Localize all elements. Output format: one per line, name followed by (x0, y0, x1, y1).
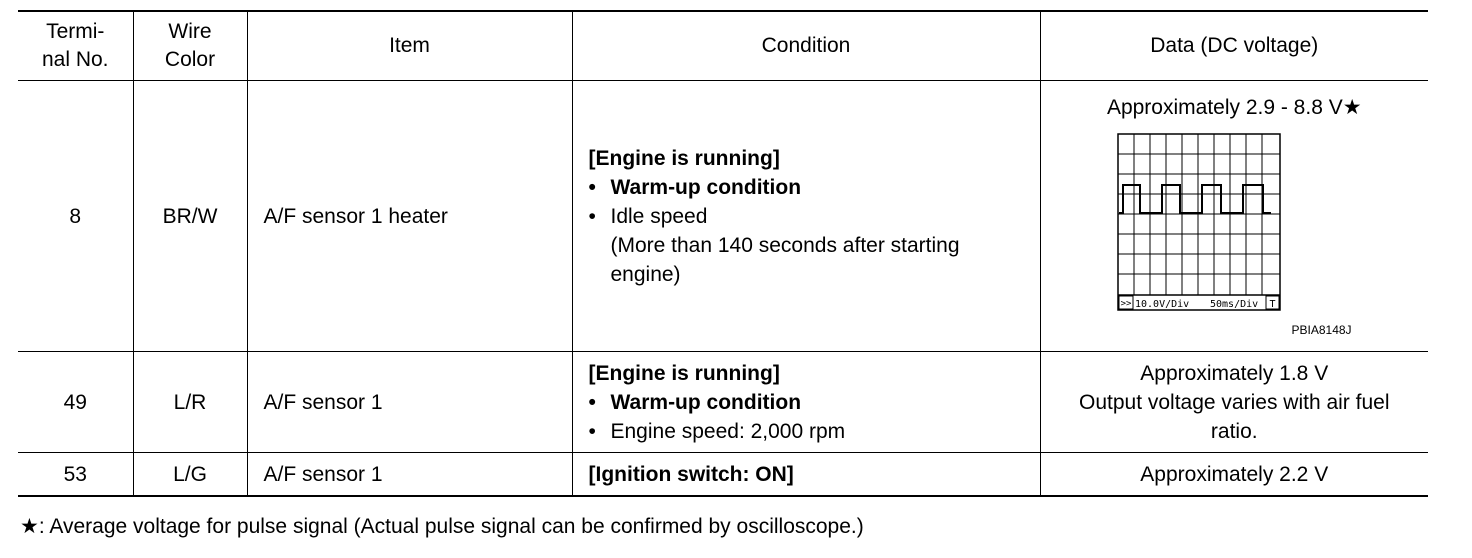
table-row (18, 453, 1428, 497)
header-wire-line1: Wire (168, 20, 212, 43)
bullet-glyph: • (588, 419, 596, 443)
wire-color-cell: L/R (133, 352, 247, 453)
wire-color-cell: BR/W (133, 81, 247, 352)
condition-header: [Ignition switch: ON] (588, 462, 794, 486)
wire-color-cell: L/G (133, 453, 247, 497)
header-data: Data (DC voltage) (1040, 11, 1428, 81)
scope-frame (1118, 134, 1280, 310)
item-cell: A/F sensor 1 (247, 352, 572, 453)
header-row (18, 11, 1428, 81)
condition-header: [Engine is running] (588, 146, 780, 170)
bullet-text: Warm-up condition (610, 390, 802, 414)
scope-time-div: 50ms/Div (1209, 299, 1258, 310)
condition-cell (572, 81, 1040, 352)
data-cell: Approximately 2.2 V (1040, 453, 1428, 497)
data-cell-waveform (1040, 81, 1428, 352)
note-line: engine) (610, 262, 681, 286)
item-cell: A/F sensor 1 (247, 453, 572, 497)
condition-cell (572, 453, 1040, 497)
terminal-cell: 8 (69, 204, 82, 228)
scope-volt-div: 10.0V/Div (1134, 299, 1189, 310)
data-cell (1040, 352, 1428, 453)
note-line: (More than 140 seconds after starting (610, 233, 960, 257)
terminal-cell: 49 (63, 390, 87, 414)
data-line: Output voltage varies with air fuel (1079, 390, 1390, 414)
header-item: Item (247, 11, 572, 81)
header-terminal-line2: nal No. (41, 48, 109, 71)
condition-header: [Engine is running] (588, 361, 780, 385)
header-condition: Condition (572, 11, 1040, 81)
terminal-cell: 53 (63, 462, 87, 486)
data-value (1041, 93, 1429, 122)
bullet-glyph: • (588, 175, 596, 199)
bullet-text: Idle speed (610, 204, 708, 228)
bullet-glyph: • (588, 204, 596, 228)
item-cell: A/F sensor 1 heater (247, 81, 572, 352)
bullet-glyph: • (588, 390, 596, 414)
bullet-text: Engine speed: 2,000 rpm (610, 419, 846, 443)
header-wire-line2: Color (164, 48, 216, 71)
header-terminal (18, 11, 133, 81)
data-text: Approximately 2.9 - 8.8 V (1106, 96, 1343, 119)
condition-bullet (589, 388, 1030, 417)
footnote (20, 513, 864, 541)
terminal-spec-table (18, 10, 1428, 497)
condition-bullet (589, 173, 1030, 202)
condition-cell (572, 352, 1040, 453)
star-icon: ★ (1342, 96, 1362, 119)
scope-trigger: T (1268, 299, 1276, 310)
condition-bullet (589, 202, 1030, 231)
condition-note (589, 260, 1030, 289)
scope-marker: >> (1120, 299, 1131, 309)
oscilloscope-waveform (1117, 133, 1281, 314)
data-line: Approximately 1.8 V (1140, 361, 1329, 385)
header-terminal-line1: Termi- (46, 20, 105, 43)
figure-id: PBIA8148J (1291, 323, 1352, 337)
bullet-text: Warm-up condition (610, 175, 802, 199)
condition-bullet (589, 417, 1030, 446)
table-row (18, 81, 1428, 352)
header-wire-color (133, 11, 247, 81)
footnote-text: : Average voltage for pulse signal (Actual pulse signal can be confirmed by oscilloscope.) (38, 515, 864, 538)
table-row (18, 352, 1428, 453)
data-line: ratio. (1210, 419, 1258, 443)
star-icon: ★ (20, 515, 39, 538)
condition-note (589, 231, 1030, 260)
